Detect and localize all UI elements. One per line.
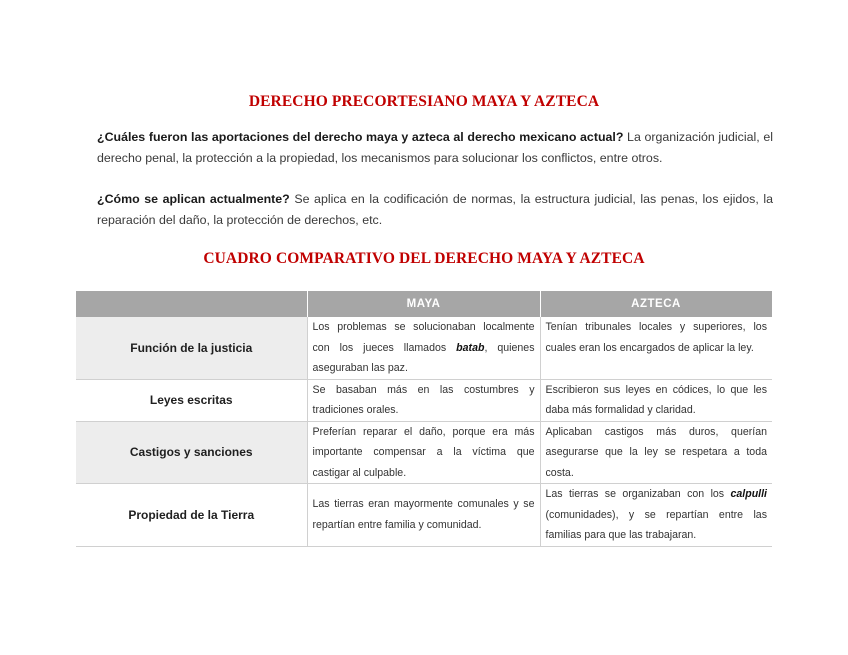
- question-1: ¿Cuáles fueron las aportaciones del derecho maya y azteca al derecho mexicano actual?: [97, 130, 624, 144]
- azteca-text: (comunidades), y se repartían entre las familias para que las trabajaran.: [545, 508, 767, 541]
- row-label: Función de la justicia: [76, 317, 307, 379]
- table-header-row: [76, 291, 772, 317]
- question-2: ¿Cómo se aplican actualmente?: [97, 192, 290, 206]
- header-maya: MAYA: [307, 291, 540, 317]
- row-label: Propiedad de la Tierra: [76, 484, 307, 547]
- question-paragraph-2: [97, 189, 773, 231]
- answer-1: La organización judicial, el derecho penal, la protección a la propiedad, los mecanismos para solucionar los conflictos, entre otros.: [97, 130, 773, 165]
- header-empty: [76, 291, 307, 317]
- question-paragraph-1: [97, 127, 773, 169]
- maya-cell: Preferían reparar el daño, porque era más importante compensar a la víctima que castigar al culpable.: [307, 421, 540, 484]
- maya-cell: Las tierras eran mayormente comunales y se repartían entre familia y comunidad.: [307, 484, 540, 547]
- term-calpulli: calpulli: [730, 488, 767, 500]
- azteca-cell: Tenían tribunales locales y superiores, los cuales eran los encargados de aplicar la ley.: [540, 317, 772, 379]
- page-title: DERECHO PRECORTESIANO MAYA Y AZTECA: [248, 93, 600, 110]
- comparison-table: [76, 291, 773, 547]
- row-label: Castigos y sanciones: [76, 421, 307, 484]
- table-row: [76, 421, 772, 484]
- maya-text: Los problemas se solucionaban localmente con los jueces llamados: [312, 321, 535, 354]
- maya-cell: [307, 317, 540, 379]
- row-label: Leyes escritas: [76, 379, 307, 421]
- azteca-text: Las tierras se organizaban con los: [545, 488, 731, 500]
- azteca-cell: Aplicaban castigos más duros, querían asegurarse que la ley se respetara a toda costa.: [540, 421, 772, 484]
- azteca-cell: [540, 484, 772, 547]
- table-row: [76, 379, 772, 421]
- azteca-cell: Escribieron sus leyes en códices, lo que les daba más formalidad y claridad.: [540, 379, 772, 421]
- maya-text: , quienes aseguraban las paz.: [312, 341, 535, 374]
- maya-cell: Se basaban más en las costumbres y tradiciones orales.: [307, 379, 540, 421]
- table-row: [76, 484, 772, 547]
- answer-2: Se aplica en la codificación de normas, la estructura judicial, las penas, los ejidos, la reparación del daño, la protección de derechos, etc.: [97, 192, 773, 227]
- table-title: CUADRO COMPARATIVO DEL DERECHO MAYA Y AZTECA: [203, 250, 645, 267]
- header-azteca: AZTECA: [540, 291, 772, 317]
- term-batab: batab: [456, 341, 485, 354]
- table-row: [76, 317, 772, 379]
